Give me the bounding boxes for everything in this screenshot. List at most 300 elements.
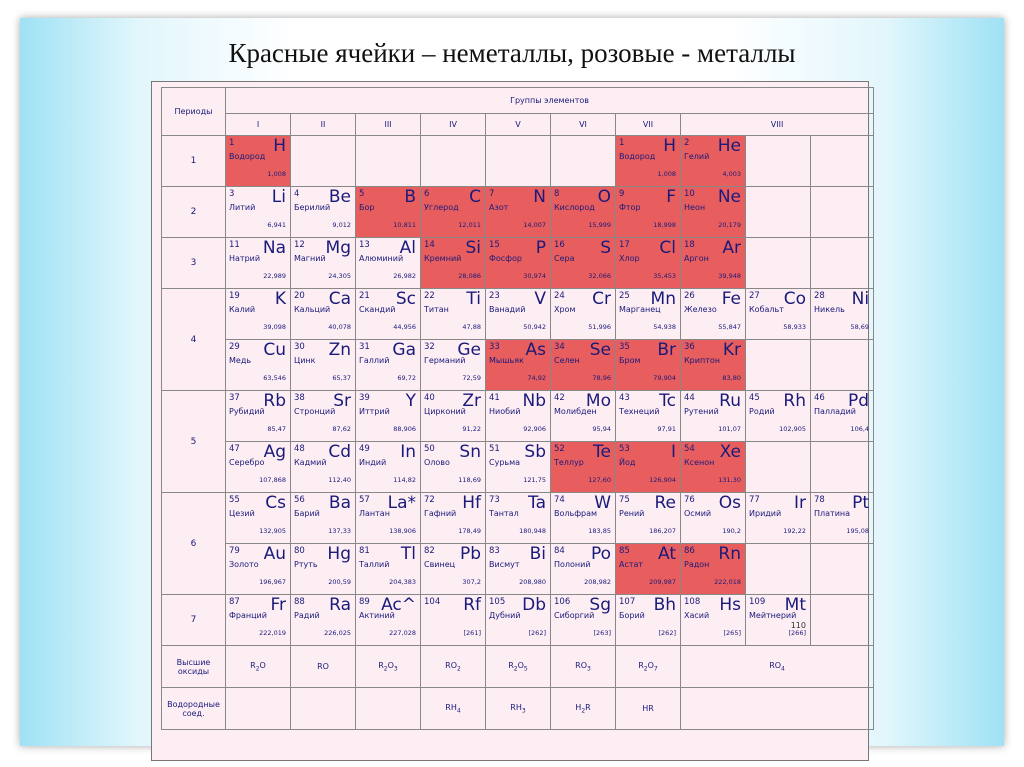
hydrogen-compounds-formula: $RH_4$ (421, 688, 486, 730)
atomic-number: 81 (359, 546, 370, 556)
element-cell (291, 289, 356, 340)
element-name: Свинец (424, 560, 456, 569)
element-symbol: Cu (263, 340, 286, 360)
atomic-number: 104 (424, 597, 441, 607)
atomic-number: 14 (424, 240, 435, 250)
element-symbol: Rh (783, 391, 806, 411)
element-symbol: Zn (328, 340, 351, 360)
atomic-mass: 107,868 (259, 476, 286, 484)
element-cell (421, 187, 486, 238)
element-cell (486, 595, 551, 646)
higher-oxides-formula: $R_2O_3$ (356, 646, 421, 688)
atomic-number: 45 (749, 393, 760, 403)
element-cell (681, 187, 746, 238)
element-cell (486, 544, 551, 595)
element-symbol: Ga (392, 340, 416, 360)
element-symbol: Cr (592, 289, 611, 309)
element-symbol: Te (593, 442, 611, 462)
element-name: Бор (359, 203, 375, 212)
element-cell (356, 493, 421, 544)
atomic-number: 83 (489, 546, 500, 556)
atomic-mass: 227,028 (389, 629, 416, 637)
element-name: Платина (814, 509, 851, 518)
atomic-mass: 204,383 (389, 578, 416, 586)
table-row (162, 391, 874, 442)
element-name: Цирконий (424, 407, 466, 416)
element-symbol: Au (263, 544, 286, 564)
atomic-mass: [262] (528, 629, 546, 637)
table-row (162, 442, 874, 493)
slide (20, 18, 1004, 746)
atomic-mass: 10,811 (393, 221, 416, 229)
element-name: Натрий (229, 254, 261, 263)
atomic-mass: 222,018 (714, 578, 741, 586)
atomic-mass: 79,904 (653, 374, 676, 382)
atomic-number: 80 (294, 546, 305, 556)
element-symbol: P (535, 238, 546, 258)
element-symbol: Bh (653, 595, 676, 615)
atomic-number: 34 (554, 342, 565, 352)
element-name: Никель (814, 305, 845, 314)
element-symbol: Sn (459, 442, 481, 462)
element-name: Фтор (619, 203, 641, 212)
atomic-number: 85 (619, 546, 630, 556)
element-symbol: Pt (852, 493, 870, 513)
atomic-number: 13 (359, 240, 370, 250)
element-symbol: Zr (462, 391, 481, 411)
element-cell (681, 340, 746, 391)
atomic-number: 33 (489, 342, 500, 352)
element-symbol: Mo (585, 391, 611, 411)
atomic-mass: 131,30 (718, 476, 741, 484)
atomic-mass: 87,62 (332, 425, 351, 433)
element-symbol: Sc (395, 289, 416, 309)
atomic-mass: 74,92 (527, 374, 546, 382)
table-row (162, 493, 874, 544)
element-cell (486, 289, 551, 340)
atomic-mass: 137,33 (328, 527, 351, 535)
atomic-number: 49 (359, 444, 370, 454)
element-name: Таллий (359, 560, 390, 569)
element-symbol: Mt (784, 595, 806, 615)
element-name: Иттрий (359, 407, 390, 416)
element-symbol: Ba (328, 493, 351, 513)
element-cell (226, 442, 291, 493)
atomic-number: 17 (619, 240, 630, 250)
element-symbol: S (600, 238, 611, 258)
element-cell (356, 544, 421, 595)
element-name: Криптон (684, 356, 720, 365)
atomic-number: 2 (684, 138, 690, 148)
element-cell (616, 595, 681, 646)
atomic-mass: 72,59 (462, 374, 481, 382)
element-cell (356, 187, 421, 238)
element-symbol: Be (328, 187, 351, 207)
table-row (162, 289, 874, 340)
element-name: Алюминий (359, 254, 404, 263)
atomic-number: 25 (619, 291, 630, 301)
element-cell (226, 238, 291, 289)
element-symbol: Sg (589, 595, 611, 615)
atomic-number: 105 (489, 597, 506, 607)
atomic-mass: [263] (593, 629, 611, 637)
atomic-number: 74 (554, 495, 565, 505)
empty-cell (811, 340, 874, 391)
atomic-mass: 226,025 (324, 629, 351, 637)
atomic-number: 42 (554, 393, 565, 403)
atomic-number: 16 (554, 240, 565, 250)
element-name: Водород (619, 152, 656, 161)
element-name: Полоний (554, 560, 591, 569)
atomic-mass: 26,982 (393, 272, 416, 280)
element-cell (681, 289, 746, 340)
element-name: Гелий (684, 152, 710, 161)
atomic-number: 3 (229, 189, 235, 199)
atomic-mass: 40,078 (328, 323, 351, 331)
element-symbol: W (594, 493, 611, 513)
element-symbol: Br (657, 340, 676, 360)
element-symbol: Hg (327, 544, 351, 564)
higher-oxides-formula: $R_2O_5$ (486, 646, 551, 688)
element-symbol: Bi (529, 544, 546, 564)
element-symbol: Al (399, 238, 416, 258)
element-name: Радон (684, 560, 710, 569)
atomic-number: 24 (554, 291, 565, 301)
atomic-number: 54 (684, 444, 695, 454)
element-name: Актиний (359, 611, 395, 620)
element-name: Серебро (229, 458, 265, 467)
element-cell (551, 595, 616, 646)
period-label: 6 (162, 493, 226, 595)
element-symbol: Db (522, 595, 546, 615)
empty-cell (551, 136, 616, 187)
atomic-mass: 78,96 (592, 374, 611, 382)
higher-oxides-formula: $RO_3$ (551, 646, 616, 688)
element-name: Титан (424, 305, 449, 314)
atomic-mass: 35,453 (653, 272, 676, 280)
atomic-mass: 15,999 (588, 221, 611, 229)
element-cell (811, 493, 874, 544)
element-symbol: Cl (659, 238, 676, 258)
atomic-mass: 58,69 (850, 323, 870, 331)
element-symbol: Ir (793, 493, 806, 513)
atomic-number: 43 (619, 393, 630, 403)
element-symbol: Na (262, 238, 286, 258)
element-symbol: Rf (463, 595, 481, 615)
element-cell (421, 391, 486, 442)
atomic-number: 29 (229, 342, 240, 352)
atomic-number: 79 (229, 546, 240, 556)
element-cell (291, 442, 356, 493)
empty-cell (811, 442, 874, 493)
element-cell (681, 136, 746, 187)
element-cell (616, 544, 681, 595)
group-header: VIII (681, 114, 874, 136)
group-header: VI (551, 114, 616, 136)
atomic-mass: 114,82 (393, 476, 416, 484)
element-cell (746, 391, 811, 442)
empty-cell (356, 136, 421, 187)
element-symbol: I (670, 442, 676, 462)
element-cell (356, 289, 421, 340)
element-name: Кальций (294, 305, 331, 314)
empty-cell (746, 136, 811, 187)
element-symbol: Xe (719, 442, 741, 462)
element-cell (551, 391, 616, 442)
atomic-mass: 20,179 (718, 221, 741, 229)
atomic-mass: 1,008 (267, 170, 286, 178)
atomic-number: 1 (229, 138, 235, 148)
atomic-mass: 102,905 (779, 425, 806, 433)
atomic-number: 47 (229, 444, 240, 454)
group-header: III (356, 114, 421, 136)
element-cell (226, 289, 291, 340)
element-cell (616, 493, 681, 544)
atomic-number: 78 (814, 495, 825, 505)
element-cell (226, 340, 291, 391)
empty-cell (811, 544, 874, 595)
atomic-number: 39 (359, 393, 370, 403)
hydrogen-compounds-row (162, 688, 874, 730)
group-header: VII (616, 114, 681, 136)
element-name: Цинк (294, 356, 316, 365)
hydrogen-compounds-label: Водородные соед. (162, 688, 226, 730)
atomic-mass: 307,2 (462, 578, 481, 586)
element-cell (551, 340, 616, 391)
atomic-mass: 127,60 (588, 476, 611, 484)
atomic-number: 51 (489, 444, 500, 454)
higher-oxides-formula: RO (291, 646, 356, 688)
element-symbol: Mn (650, 289, 676, 309)
atomic-number: 18 (684, 240, 695, 250)
element-symbol: At (658, 544, 676, 564)
element-name: Хасий (684, 611, 710, 620)
element-symbol: In (400, 442, 416, 462)
element-symbol: La* (387, 493, 416, 513)
atomic-mass: [265] (723, 629, 741, 637)
element-symbol: F (666, 187, 676, 207)
element-symbol: As (525, 340, 546, 360)
element-cell (616, 187, 681, 238)
element-symbol: H (273, 136, 286, 156)
atomic-mass: 54,938 (653, 323, 676, 331)
element-cell (486, 442, 551, 493)
element-cell (226, 493, 291, 544)
element-name: Рений (619, 509, 645, 518)
atomic-mass: 50,942 (523, 323, 546, 331)
element-symbol: Ru (719, 391, 741, 411)
table-row (162, 238, 874, 289)
atomic-number: 40 (424, 393, 435, 403)
element-name: Аргон (684, 254, 709, 263)
atomic-mass: 30,974 (523, 272, 546, 280)
atomic-mass: 178,49 (458, 527, 481, 535)
atomic-number: 4 (294, 189, 300, 199)
atomic-mass: 91,22 (462, 425, 481, 433)
atomic-mass: 39,948 (718, 272, 741, 280)
element-cell (746, 493, 811, 544)
element-symbol: C (469, 187, 481, 207)
hydrogen-compounds-formula (226, 688, 291, 730)
element-symbol: Pb (459, 544, 481, 564)
element-cell (551, 238, 616, 289)
element-name: Барий (294, 509, 320, 518)
element-cell (681, 493, 746, 544)
atomic-number: 109 (749, 597, 766, 607)
element-cell (291, 187, 356, 238)
atomic-mass: 180,948 (519, 527, 546, 535)
element-cell (421, 340, 486, 391)
element-cell (226, 136, 291, 187)
element-symbol: Hs (719, 595, 741, 615)
table-row (162, 340, 874, 391)
element-cell (616, 238, 681, 289)
element-name: Борий (619, 611, 645, 620)
atomic-mass: 183,85 (588, 527, 611, 535)
element-symbol: Fr (270, 595, 286, 615)
higher-oxides-formula: $RO_2$ (421, 646, 486, 688)
atomic-mass: 24,305 (328, 272, 351, 280)
atomic-mass: 47,88 (462, 323, 481, 331)
atomic-number: 6 (424, 189, 430, 199)
atomic-mass: 32,066 (588, 272, 611, 280)
element-name: Олово (424, 458, 450, 467)
higher-oxides-formula: $R_2O_7$ (616, 646, 681, 688)
atomic-number: 31 (359, 342, 370, 352)
element-symbol: Tc (659, 391, 676, 411)
element-name: Германий (424, 356, 466, 365)
element-cell (226, 391, 291, 442)
element-cell (616, 340, 681, 391)
atomic-mass: 58,933 (783, 323, 806, 331)
atomic-mass: 95,94 (592, 425, 611, 433)
atomic-number: 84 (554, 546, 565, 556)
empty-cell (746, 544, 811, 595)
element-symbol: Re (654, 493, 676, 513)
element-110-number: 110 (790, 621, 806, 630)
element-cell (291, 340, 356, 391)
element-cell (486, 187, 551, 238)
atomic-mass: 138,906 (389, 527, 416, 535)
element-name: Кислород (554, 203, 595, 212)
atomic-mass: 208,982 (584, 578, 611, 586)
element-cell (551, 289, 616, 340)
element-cell (811, 289, 874, 340)
element-cell (681, 544, 746, 595)
atomic-number: 8 (554, 189, 560, 199)
element-name: Цезий (229, 509, 255, 518)
periodic-table (161, 87, 874, 730)
atomic-mass: 92,906 (523, 425, 546, 433)
atomic-mass: 55,847 (718, 323, 741, 331)
atomic-number: 22 (424, 291, 435, 301)
element-name: Вольфрам (554, 509, 598, 518)
element-symbol: Ge (457, 340, 481, 360)
element-symbol: Ac^ (381, 595, 416, 615)
element-symbol: He (717, 136, 741, 156)
element-cell (421, 544, 486, 595)
atomic-number: 21 (359, 291, 370, 301)
element-name: Теллур (554, 458, 584, 467)
group-header: II (291, 114, 356, 136)
element-name: Кобальт (749, 305, 784, 314)
atomic-mass: 101,07 (718, 425, 741, 433)
table-row (162, 136, 874, 187)
element-symbol: Os (718, 493, 741, 513)
element-symbol: Ag (263, 442, 286, 462)
element-name: Неон (684, 203, 706, 212)
element-cell (486, 238, 551, 289)
atomic-number: 87 (229, 597, 240, 607)
atomic-number: 108 (684, 597, 701, 607)
period-label: 3 (162, 238, 226, 289)
hydrogen-compounds-formula (356, 688, 421, 730)
atomic-number: 46 (814, 393, 825, 403)
element-symbol: Li (271, 187, 286, 207)
atomic-number: 27 (749, 291, 760, 301)
period-label: 1 (162, 136, 226, 187)
higher-oxides-formula: $RO_4$ (681, 646, 874, 688)
element-name: Висмут (489, 560, 520, 569)
element-symbol: Ca (328, 289, 351, 309)
element-cell (356, 391, 421, 442)
periodic-table-frame (151, 81, 869, 761)
element-symbol: Rb (263, 391, 286, 411)
element-symbol: Ar (722, 238, 741, 258)
atomic-mass: 132,905 (259, 527, 286, 535)
element-cell (356, 595, 421, 646)
element-cell (746, 289, 811, 340)
atomic-number: 28 (814, 291, 825, 301)
element-symbol: Cd (328, 442, 351, 462)
element-name: Углерод (424, 203, 459, 212)
group-header: IV (421, 114, 486, 136)
higher-oxides-row (162, 646, 874, 688)
element-symbol: Sr (333, 391, 351, 411)
atomic-number: 1 (619, 138, 625, 148)
hydrogen-compounds-formula: $H_2R$ (551, 688, 616, 730)
periods-header: Периоды (162, 88, 226, 136)
element-symbol: Kr (722, 340, 741, 360)
element-name: Азот (489, 203, 509, 212)
empty-cell (746, 340, 811, 391)
element-symbol: Si (465, 238, 481, 258)
element-name: Ванадий (489, 305, 526, 314)
element-name: Радий (294, 611, 320, 620)
element-symbol: O (597, 187, 611, 207)
empty-cell (746, 238, 811, 289)
element-cell (486, 493, 551, 544)
element-cell (356, 238, 421, 289)
atomic-number: 82 (424, 546, 435, 556)
element-symbol: Y (405, 391, 416, 411)
element-name: Мышьяк (489, 356, 524, 365)
atomic-number: 57 (359, 495, 370, 505)
atomic-mass: 9,012 (332, 221, 351, 229)
empty-cell (746, 442, 811, 493)
atomic-mass: 69,72 (397, 374, 416, 382)
atomic-number: 35 (619, 342, 630, 352)
element-cell (291, 391, 356, 442)
atomic-mass: 126,904 (649, 476, 676, 484)
atomic-number: 38 (294, 393, 305, 403)
hydrogen-compounds-formula (291, 688, 356, 730)
atomic-mass: [262] (658, 629, 676, 637)
atomic-number: 52 (554, 444, 565, 454)
element-symbol: Pd (848, 391, 870, 411)
element-cell (681, 238, 746, 289)
period-label: 5 (162, 391, 226, 493)
